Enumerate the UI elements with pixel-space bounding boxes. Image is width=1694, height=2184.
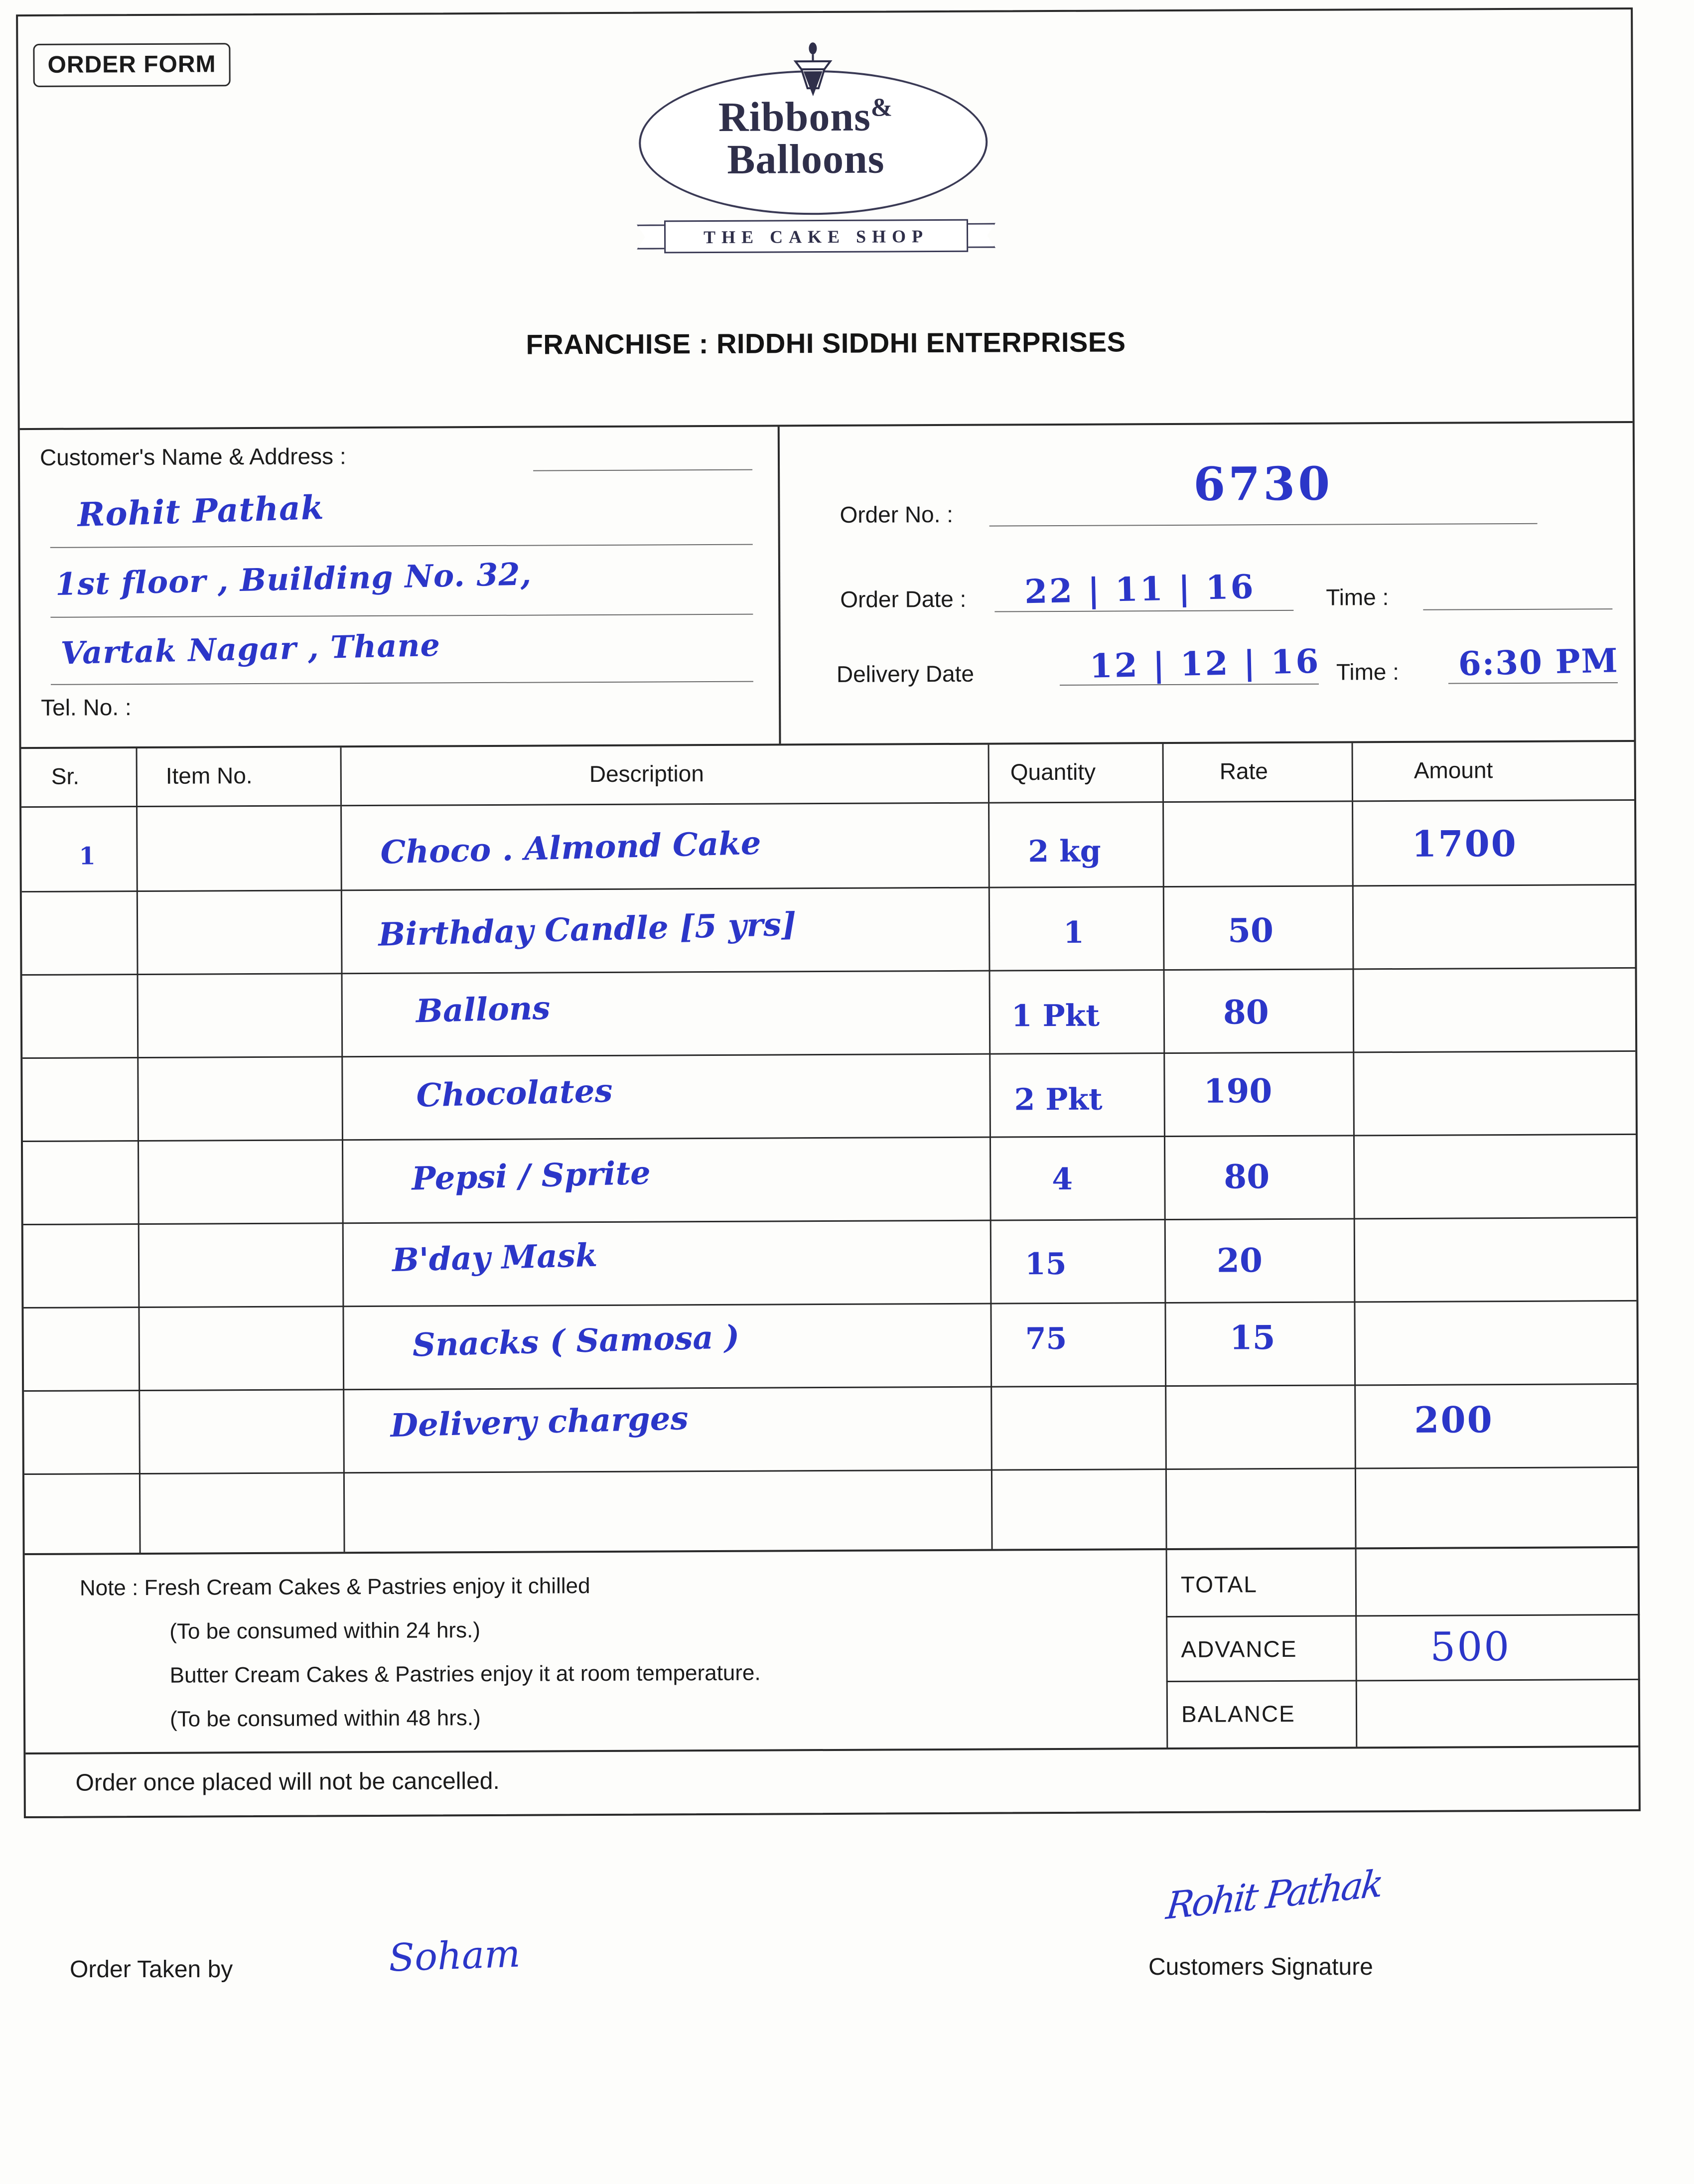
row-quantity-5[interactable]: 4 xyxy=(1052,1162,1073,1197)
body-column-divider-3 xyxy=(988,804,993,1549)
body-column-divider-5 xyxy=(1352,802,1357,1547)
row-quantity-6[interactable]: 15 xyxy=(1024,1246,1067,1282)
signature-area xyxy=(20,1839,1637,2098)
totals-divider-right xyxy=(1355,1549,1358,1747)
cancellation-note: Order once placed will not be cancelled. xyxy=(75,1767,500,1796)
note-line-2: (To be consumed within 24 hrs.) xyxy=(169,1618,481,1644)
customer-rule-4 xyxy=(51,681,753,685)
ribbon-tail-right xyxy=(966,223,995,248)
body-column-divider-4 xyxy=(1162,803,1167,1548)
delivery-time-value[interactable]: 6:30 PM xyxy=(1458,641,1619,684)
row-quantity-2[interactable]: 1 xyxy=(1063,915,1085,950)
delivery-date-label: Delivery Date xyxy=(836,660,975,687)
note-line-1: Note : Fresh Cream Cakes & Pastries enjoy it chilled xyxy=(79,1574,590,1601)
row-line-8 xyxy=(24,1466,1637,1475)
column-divider-4 xyxy=(1162,744,1164,801)
order-form-border xyxy=(16,7,1641,1818)
delivery-time-label: Time : xyxy=(1336,658,1400,685)
row-description-7[interactable]: Snacks ( Samosa ) xyxy=(412,1318,740,1364)
row-rate-4[interactable]: 190 xyxy=(1203,1071,1272,1111)
balance-label: BALANCE xyxy=(1181,1700,1295,1727)
row-rate-2[interactable]: 50 xyxy=(1227,911,1274,950)
order-date-label: Order Date : xyxy=(840,585,967,612)
totals-divider-left xyxy=(1166,1550,1168,1747)
customer-address-line2-value[interactable]: Vartak Nagar , Thane xyxy=(60,626,441,672)
row-quantity-4[interactable]: 2 Pkt xyxy=(1014,1082,1103,1118)
total-label: TOTAL xyxy=(1180,1571,1258,1598)
note-line-4: (To be consumed within 48 hrs.) xyxy=(169,1706,481,1732)
header-rate: Rate xyxy=(1219,758,1269,784)
body-column-divider-2 xyxy=(340,806,345,1552)
note-totals-block xyxy=(25,1548,1639,1754)
totals-row-line-1 xyxy=(1166,1614,1640,1617)
order-form-badge: ORDER FORM xyxy=(33,43,230,87)
row-rate-7[interactable]: 15 xyxy=(1229,1318,1275,1357)
totals-row-line-2 xyxy=(1166,1679,1640,1682)
advance-value[interactable]: 500 xyxy=(1430,1623,1511,1670)
row-amount-1[interactable]: 1700 xyxy=(1412,822,1518,865)
row-line-4 xyxy=(23,1134,1636,1142)
customer-section xyxy=(20,427,781,747)
row-quantity-7[interactable]: 75 xyxy=(1025,1321,1067,1357)
row-description-5[interactable]: Pepsi / Sprite xyxy=(411,1154,651,1198)
form-footer xyxy=(25,1747,1639,1819)
order-no-value[interactable]: 6730 xyxy=(1193,456,1333,511)
ribbon-tail-left xyxy=(637,224,667,249)
row-sr-1[interactable]: 1 xyxy=(79,842,96,871)
order-date-value[interactable]: 22 | 11 | 16 xyxy=(1024,567,1256,611)
column-divider-2 xyxy=(340,747,342,805)
row-quantity-1[interactable]: 2 kg xyxy=(1028,834,1101,870)
header-description: Description xyxy=(589,760,704,787)
row-rate-3[interactable]: 80 xyxy=(1223,993,1269,1032)
brand-name-line2: Balloons xyxy=(727,136,885,183)
body-column-divider-1 xyxy=(136,807,141,1553)
column-divider-5 xyxy=(1352,743,1354,800)
row-description-6[interactable]: B'day Mask xyxy=(392,1236,598,1280)
brand-word-ribbons: Ribbons xyxy=(718,93,871,141)
header-sr: Sr. xyxy=(51,763,80,789)
row-line-5 xyxy=(23,1217,1636,1225)
order-time-label: Time : xyxy=(1326,584,1389,610)
items-table-header xyxy=(21,742,1634,808)
row-line-1 xyxy=(22,884,1635,892)
header-item-no: Item No. xyxy=(165,762,253,789)
order-no-rule xyxy=(989,523,1538,527)
row-description-4[interactable]: Chocolates xyxy=(416,1072,613,1115)
order-taken-by-value[interactable]: Soham xyxy=(388,1931,521,1980)
order-no-label: Order No. : xyxy=(840,501,954,528)
row-line-2 xyxy=(22,967,1635,976)
row-description-3[interactable]: Ballons xyxy=(415,989,551,1030)
row-description-8[interactable]: Delivery charges xyxy=(390,1399,689,1445)
brand-tagline: THE CAKE SHOP xyxy=(664,219,968,254)
row-line-6 xyxy=(23,1300,1636,1309)
customer-signature-value[interactable]: Rohit Pathak xyxy=(1164,1862,1384,1928)
row-line-3 xyxy=(22,1050,1635,1059)
customer-order-block xyxy=(20,423,1634,749)
brand-ampersand: & xyxy=(870,93,893,122)
brand-logo xyxy=(581,39,1030,281)
cake-topper-icon xyxy=(775,40,850,101)
order-time-rule[interactable] xyxy=(1423,608,1612,610)
delivery-date-value[interactable]: 12 | 12 | 16 xyxy=(1089,641,1321,686)
customer-name-value[interactable]: Rohit Pathak xyxy=(77,487,325,535)
row-rate-5[interactable]: 80 xyxy=(1224,1157,1270,1196)
column-divider-3 xyxy=(988,745,990,802)
row-line-7 xyxy=(24,1383,1637,1392)
franchise-line: FRANCHISE : RIDDHI SIDDHI ENTERPRISES xyxy=(526,326,1126,360)
row-amount-8[interactable]: 200 xyxy=(1414,1398,1494,1441)
note-line-3: Butter Cream Cakes & Pastries enjoy it at room temperature. xyxy=(169,1660,761,1688)
advance-label: ADVANCE xyxy=(1181,1635,1297,1662)
column-divider-1 xyxy=(136,748,138,806)
customer-address-line1-value[interactable]: 1st floor , Building No. 32, xyxy=(55,556,532,603)
form-header xyxy=(18,9,1633,430)
header-amount: Amount xyxy=(1413,757,1493,783)
telephone-label: Tel. No. : xyxy=(41,694,132,721)
customer-rule-2 xyxy=(50,544,753,548)
customer-rule-3 xyxy=(50,614,753,618)
order-details-section xyxy=(780,423,1636,743)
header-quantity: Quantity xyxy=(1010,758,1096,785)
items-table-body xyxy=(21,801,1638,1555)
row-description-2[interactable]: Birthday Candle [5 yrs] xyxy=(378,905,797,954)
row-quantity-3[interactable]: 1 Pkt xyxy=(1011,998,1100,1034)
customer-name-address-label: Customer's Name & Address : xyxy=(39,443,346,470)
order-taken-by-label: Order Taken by xyxy=(70,1956,233,1983)
row-description-1[interactable]: Choco . Almond Cake xyxy=(380,824,762,872)
customer-rule-1 xyxy=(533,469,752,471)
customer-signature-label: Customers Signature xyxy=(1148,1954,1373,1980)
row-rate-6[interactable]: 20 xyxy=(1216,1241,1263,1280)
